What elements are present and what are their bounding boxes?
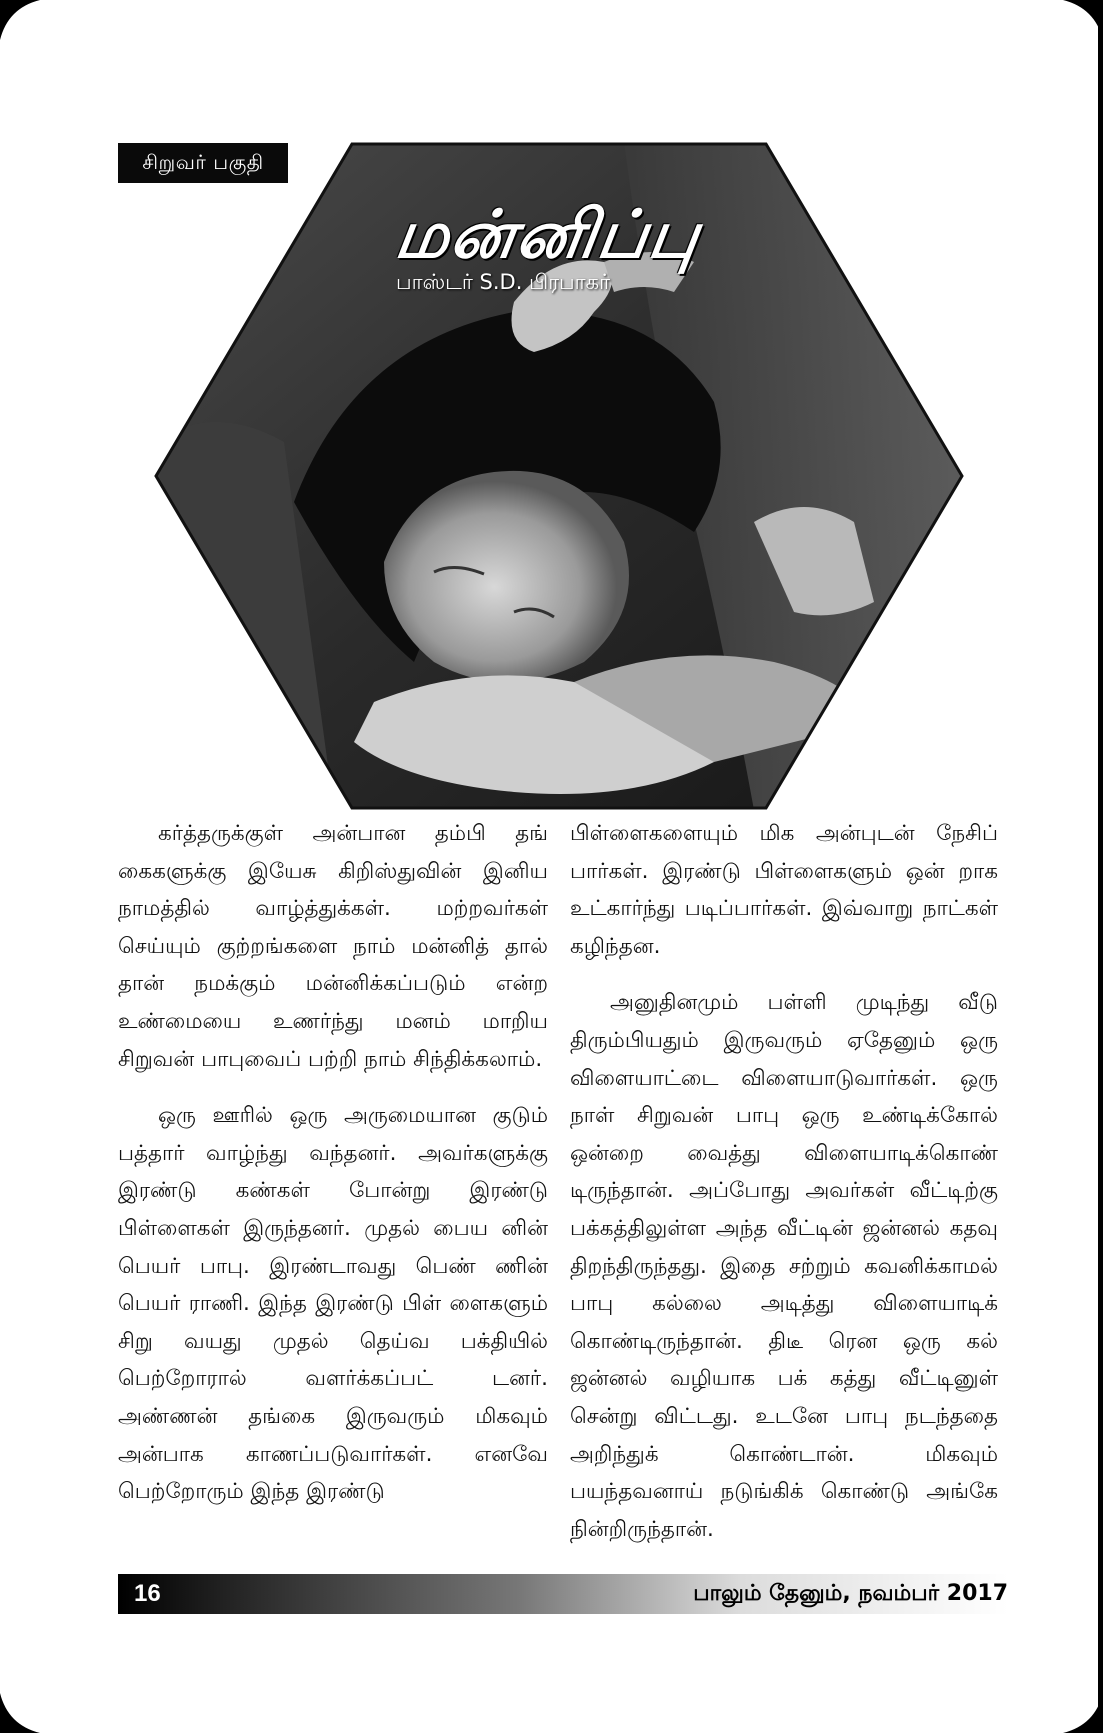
article-title: மன்னிப்பு (390, 195, 706, 273)
left-column (118, 815, 548, 1530)
section-label: சிறுவர் பகுதி (118, 143, 288, 183)
paragraph: கர்த்தருக்குள் அன்பான தம்பி தங் கைகளுக்கு இயேசு கிறிஸ்துவின் இனிய நாமத்தில் வாழ்த்துக்கள். மற்றவர்கள் செய்யும் குற்றங்களை நாம் மன்னித் தால் தான் நமக்கும் மன்னிக்கப்படும் என்ற உண்மையை உணர்ந்து மனம் மாறிய சிறுவன் பாபுவைப் பற்றி நாம் சிந்திக்கலாம். (118, 821, 548, 1072)
paragraph: ஒரு ஊரில் ஒரு அருமையான குடும் பத்தார் வாழ்ந்து வந்தனர். அவர்களுக்கு இரண்டு கண்கள் போன்று இரண்டு பிள்ளைகள் இருந்தனர். முதல் பைய னின் பெயர் பாபு. இரண்டாவது பெண் ணின் பெயர் ராணி. இந்த இரண்டு பிள் ளைகளும் சிறு வயது முதல் தெய்வ பக்தியில் பெற்றோரால் வளர்க்கப்பட் டனர். அண்ணன் தங்கை இருவரும் மிகவும் அன்பாக காணப்படுவார்கள். எனவே பெற்றோரும் இந்த இரண்டு (118, 1103, 548, 1505)
page-number: 16 (134, 1580, 161, 1607)
paragraph: பிள்ளைகளையும் மிக அன்புடன் நேசிப் பார்கள். இரண்டு பிள்ளைகளும் ஒன் றாக உட்கார்ந்து படிப்பார்கள். இவ்வாறு நாட்கள் கழிந்தன. (570, 821, 998, 959)
publication-title: பாலும் தேனும், நவம்பர் 2017 (693, 1581, 1008, 1606)
article-author: பாஸ்டர் S.D. பிரபாகர் (396, 270, 611, 294)
right-column (570, 815, 998, 1567)
paragraph: அனுதினமும் பள்ளி முடிந்து வீடு திரும்பியதும் இருவரும் ஏதேனும் ஒரு விளையாட்டை விளையாடுவார்கள். ஒரு நாள் சிறுவன் பாபு ஒரு உண்டிக்கோல் ஒன்றை வைத்து விளையாடிக்கொண் டிருந்தான். அப்போது அவர்கள் வீட்டிற்கு பக்கத்திலுள்ள அந்த வீட்டின் ஜன்னல் கதவு திறந்திருந்தது. இதை சற்றும் கவனிக்காமல் பாபு கல்லை அடித்து விளையாடிக் கொண்டிருந்தான். திடீ ரென ஒரு கல் ஜன்னல் வழியாக பக் கத்து வீட்டினுள் சென்று விட்டது. உடனே பாபு நடந்ததை அறிந்துக் கொண்டான். மிகவும் பயந்தவனாய் நடுங்கிக் கொண்டு அங்கே நின்றிருந்தான். (570, 990, 998, 1542)
